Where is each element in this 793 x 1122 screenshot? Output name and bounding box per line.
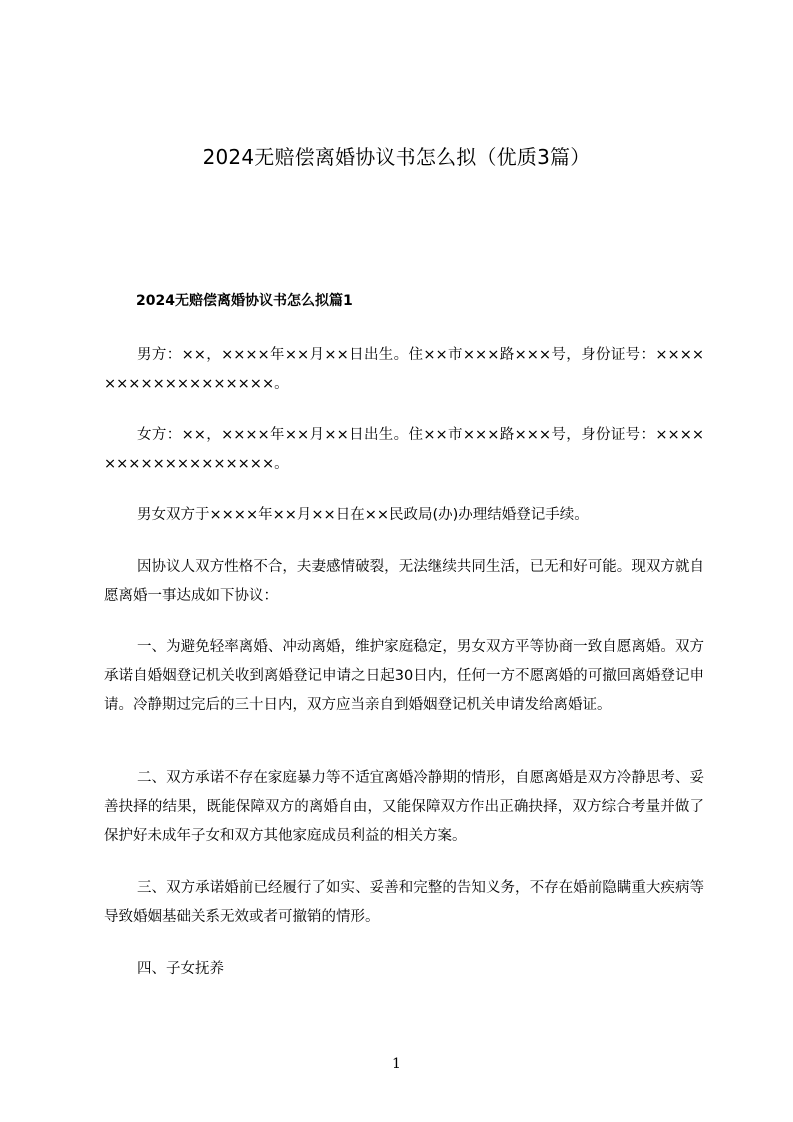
paragraph-husband-info: 男方：××，××××年××月××日出生。住××市×××路×××号，身份证号：××××××××××××××××××。 xyxy=(104,347,704,392)
paragraph-clause-2: 二、双方承诺不存在家庭暴力等不适宜离婚冷静期的情形，自愿离婚是双方冷静思考、妥善抉择的结果，既能保障双方的离婚自由，又能保障双方作出正确抉择，双方综合考量并做了保护好未成年子女和双方其他家庭成员利益的相关方案。 xyxy=(104,770,704,844)
paragraph-clause-4-heading: 四、子女抚养 xyxy=(137,961,224,977)
section-heading: 2024无赔偿离婚协议书怎么拟篇1 xyxy=(136,293,353,309)
paragraph-clause-1: 一、为避免轻率离婚、冲动离婚，维护家庭稳定，男女双方平等协商一致自愿离婚。双方承诺自婚姻登记机关收到离婚登记申请之日起30日内，任何一方不愿离婚的可撤回离婚登记申请。冷静期过完后的三十日内，双方应当亲自到婚姻登记机关申请发给离婚证。 xyxy=(104,639,704,713)
page-number: 1 xyxy=(392,1056,401,1072)
paragraph-divorce-reason: 因协议人双方性格不合，夫妻感情破裂，无法继续共同生活，已无和好可能。现双方就自愿离婚一事达成如下协议： xyxy=(104,559,704,604)
document-title: 2024无赔偿离婚协议书怎么拟（优质3篇） xyxy=(202,145,591,169)
paragraph-marriage-registration: 男女双方于××××年××月××日在××民政局(办)办理结婚登记手续。 xyxy=(137,507,589,523)
paragraph-clause-3: 三、双方承诺婚前已经履行了如实、妥善和完整的告知义务，不存在婚前隐瞒重大疾病等导致婚姻基础关系无效或者可撤销的情形。 xyxy=(104,880,704,925)
paragraph-wife-info: 女方：××，××××年××月××日出生。住××市×××路×××号，身份证号：××××××××××××××××××。 xyxy=(104,427,704,472)
